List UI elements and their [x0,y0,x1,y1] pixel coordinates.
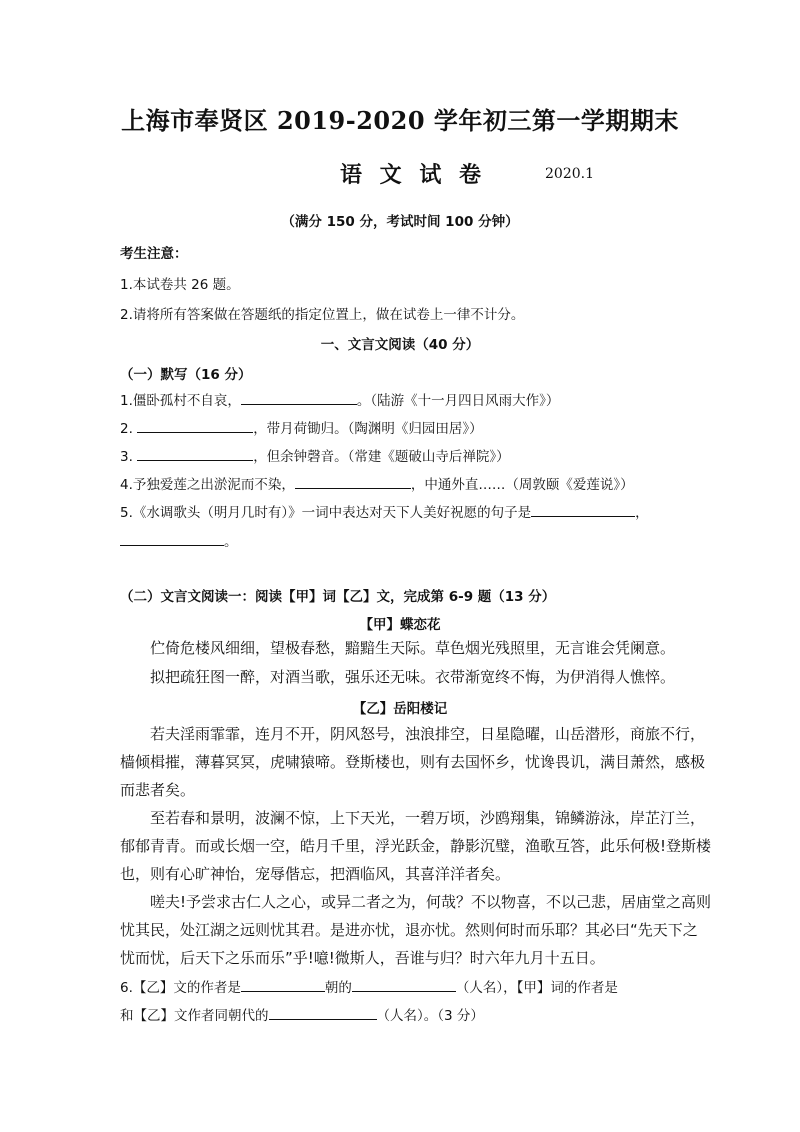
question-4-text-b: ，中通外直……（周敦颐《爱莲说》） [410,477,634,493]
question-1 [120,389,559,409]
essay-line-5: 郁郁青青。而或长烟一空，皓月千里，浮光跃金，静影沉璧，渔歌互答，此乐何极!登斯楼 [120,837,712,855]
answer-blank [352,977,456,992]
question-6 [120,976,618,996]
notice-heading: 考生注意： [120,246,188,262]
answer-blank [241,390,357,405]
question-2 [120,417,483,437]
question-5-text-b: ， [635,505,649,521]
essay-line-1: 若夫淫雨霏霏，连月不开，阴风怒号，浊浪排空，日星隐曜，山岳潜形，商旅不行， [150,725,706,743]
question-4-text-a: 4.予独爱莲之出淤泥而不染， [120,477,295,493]
exam-date: 2020.1 [545,166,594,182]
question-6-text-b: 朝的 [324,980,352,996]
question-5 [120,501,649,521]
poem-title-jia: 【甲】蝶恋花 [359,617,441,633]
essay-title-yi: 【乙】岳阳楼记 [352,701,448,717]
question-2-text-b: ，带月荷锄归。（陶渊明《归园田居》） [253,421,483,437]
question-4 [120,473,634,493]
question-6-text-e: （人名）。（3 分） [376,1008,484,1024]
question-5-continued [120,530,238,550]
notice-item-2: 2.请将所有答案做在答题纸的指定位置上，做在试卷上一律不计分。 [120,307,525,323]
essay-line-6: 也，则有心旷神怡，宠辱偕忘，把酒临风，其喜洋洋者矣。 [120,865,511,883]
question-5-text-a: 5.《水调歌头（明月几时有）》一词中表达对天下人美好祝愿的句子是 [120,505,532,521]
answer-blank [269,1005,377,1020]
question-3-text-a: 3. [120,449,133,465]
score-time-note: （满分 150 分，考试时间 100 分钟） [281,214,519,230]
exam-subtitle: 语 文 试 卷 [340,163,486,188]
essay-line-9: 忧而忧，后天下之乐而乐”乎!噫!微斯人，吾谁与归？时六年九月十五日。 [120,949,605,967]
answer-blank [137,418,253,433]
question-6-text-d: 和【乙】文作者同朝代的 [120,1008,269,1024]
section1-heading: 一、文言文阅读（40 分） [320,337,480,353]
notice-item-1: 1.本试卷共 26 题。 [120,277,240,293]
answer-blank [295,474,411,489]
poem-line-2: 拟把疏狂图一醉，对酒当歌，强乐还无味。衣带渐宽终不悔，为伊消得人憔悴。 [150,668,676,686]
part2-heading: （二）文言文阅读一：阅读【甲】词【乙】文，完成第 6-9 题（13 分） [120,589,556,605]
part1-heading: （一）默写（16 分） [120,367,252,383]
question-5-text-c: 。 [224,534,238,550]
question-6-continued [120,1004,484,1024]
question-1-text-b: 。（陆游《十一月四日风雨大作》） [356,393,560,409]
question-3-text-b: ，但余钟磬音。（常建《题破山寺后禅院》） [253,449,510,465]
answer-blank [241,977,325,992]
essay-line-2: 樯倾楫摧，薄暮冥冥，虎啸猿啼。登斯楼也，则有去国怀乡，忧谗畏讥，满目萧然，感极 [120,753,706,771]
question-3 [120,445,510,465]
answer-blank [137,446,253,461]
question-2-text-a: 2. [120,421,133,437]
question-6-text-a: 6.【乙】文的作者是 [120,980,241,996]
question-6-text-c: （人名），【甲】词的作者是 [455,980,618,996]
answer-blank [120,531,224,546]
exam-title: 上海市奉贤区 2019-2020 学年初三第一学期期末 [121,106,679,135]
essay-line-4: 至若春和景明，波澜不惊，上下天光，一碧万顷，沙鸥翔集，锦鳞游泳，岸芷汀兰， [150,809,706,827]
answer-blank [531,502,635,517]
essay-line-8: 忧其民，处江湖之远则忧其君。是进亦忧，退亦忧。然则何时而乐耶？其必曰“先天下之 [120,921,698,939]
question-1-text-a: 1.僵卧孤村不自哀， [120,393,241,409]
essay-line-3: 而悲者矣。 [120,781,196,799]
essay-line-7: 嗟夫!予尝求古仁人之心，或异二者之为，何哉？不以物喜，不以己悲，居庙堂之高则 [150,893,712,911]
poem-line-1: 伫倚危楼风细细，望极春愁，黯黯生天际。草色烟光残照里，无言谁会凭阑意。 [150,639,676,657]
